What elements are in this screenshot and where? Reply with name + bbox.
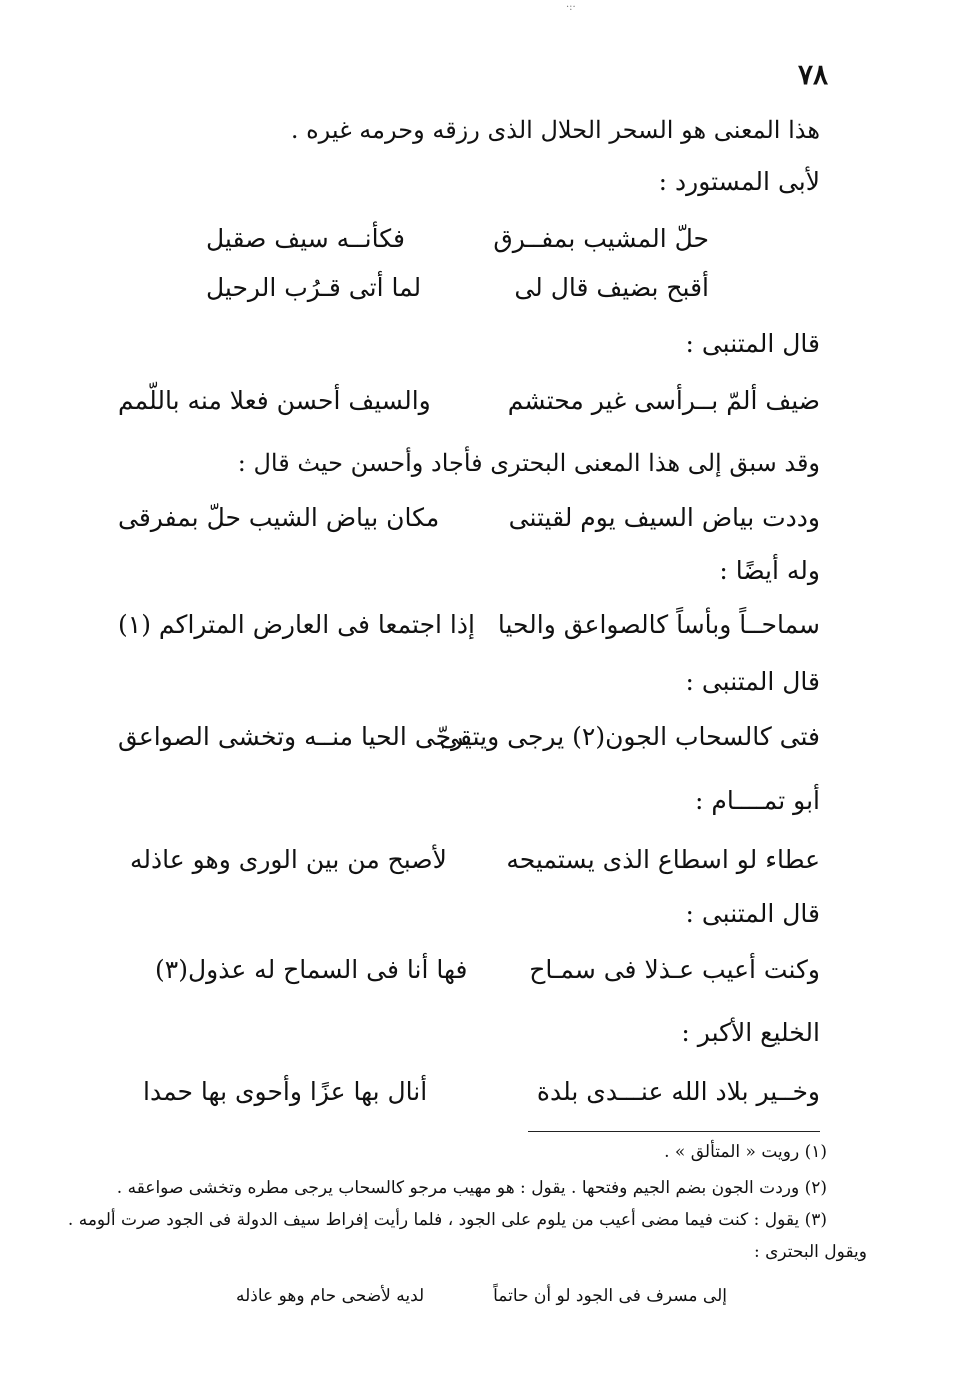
verse-right-hemistich: ضيف ألمّ بــرأسى غير محتشم <box>507 386 820 415</box>
verse-left-hemistich: إذا اجتمعا فى العارض المتراكم (١) <box>118 610 475 639</box>
section-heading: قال المتنبى : <box>685 329 820 358</box>
verse-left-hemistich: أنال بها عزًا وأحوى بها حمدا <box>143 1077 428 1106</box>
scan-speck: ·:· <box>566 2 576 13</box>
verse-right-hemistich: عطاء لو اسطاع الذى يستميحه <box>506 845 820 874</box>
verse-left-hemistich: فكأنــه سيف صقيل <box>206 224 405 253</box>
verse-left-hemistich: لما أتى قـرُب الرحيل <box>206 273 422 302</box>
section-heading: وله أيضًا : <box>719 556 820 585</box>
verse-left-hemistich: يرجّى الحيا منــه وتخشى الصواعق <box>118 722 472 751</box>
footnote-verse-left: لديه لأضحى حام وهو عاذله <box>236 1286 425 1306</box>
section-heading: قال المتنبى : <box>685 899 820 928</box>
verse-left-hemistich: والسيف أحسن فعلا منه باللّمم <box>118 386 431 415</box>
section-heading: لأبى المستورد : <box>658 167 820 196</box>
section-heading: أبو تمــــام : <box>695 786 820 815</box>
text-line: هذا المعنى هو السحر الحلال الذى رزقه وحرمه غيره . <box>290 116 820 144</box>
verse-right-hemistich: فتى كالسحاب الجون(٢) يرجى ويتقى <box>439 722 820 751</box>
section-heading: الخليع الأكبر : <box>681 1018 820 1047</box>
page-number: ٧٨ <box>798 58 829 91</box>
verse-left-hemistich: فها أنا فى السماح له عذول(٣) <box>155 955 468 984</box>
verse-left-hemistich: لأصبح من بين الورى وهو عاذله <box>130 845 447 874</box>
footnote: (٢) وردت الجون بضم الجيم وفتحها . يقول : هو مهيب مرجو كالسحاب يرجى مطره وتخشى صواعقه . <box>116 1178 827 1198</box>
text-line: وقد سبق إلى هذا المعنى البحترى فأجاد وأحسن حيث قال : <box>237 449 820 477</box>
verse-right-hemistich: سماحــاً وبأساً كالصواعق والحيا <box>497 610 820 639</box>
verse-right-hemistich: وكنت أعيب عـذلا فى سمـاح <box>529 955 820 984</box>
verse-right-hemistich: وددت بياض السيف يوم لقيتنى <box>508 503 820 532</box>
section-heading: قال المتنبى : <box>685 667 820 696</box>
verse-right-hemistich: أقبح بضيف قال لى <box>514 273 709 302</box>
verse-right-hemistich: وخــير بلاد الله عنـــدى بلدة <box>536 1077 820 1106</box>
verse-left-hemistich: مكان بياض الشيب حلّ بمفرقى <box>118 503 440 532</box>
verse-right-hemistich: حلّ المشيب بمفــرق <box>493 224 709 253</box>
footnote: (٣) يقول : كنت فيما مضى أعيب من يلوم على الجود ، فلما رأيت إفراط سيف الدولة فى الجود صرت ألومه . <box>67 1210 827 1230</box>
footnote-rule <box>528 1131 820 1132</box>
footnote: ويقول البحترى : <box>753 1242 867 1262</box>
footnote: (١) رويت « المتألق » . <box>664 1142 827 1162</box>
footnote-verse-right: إلى مسرف فى الجود لو أن حاتماً <box>493 1286 727 1306</box>
